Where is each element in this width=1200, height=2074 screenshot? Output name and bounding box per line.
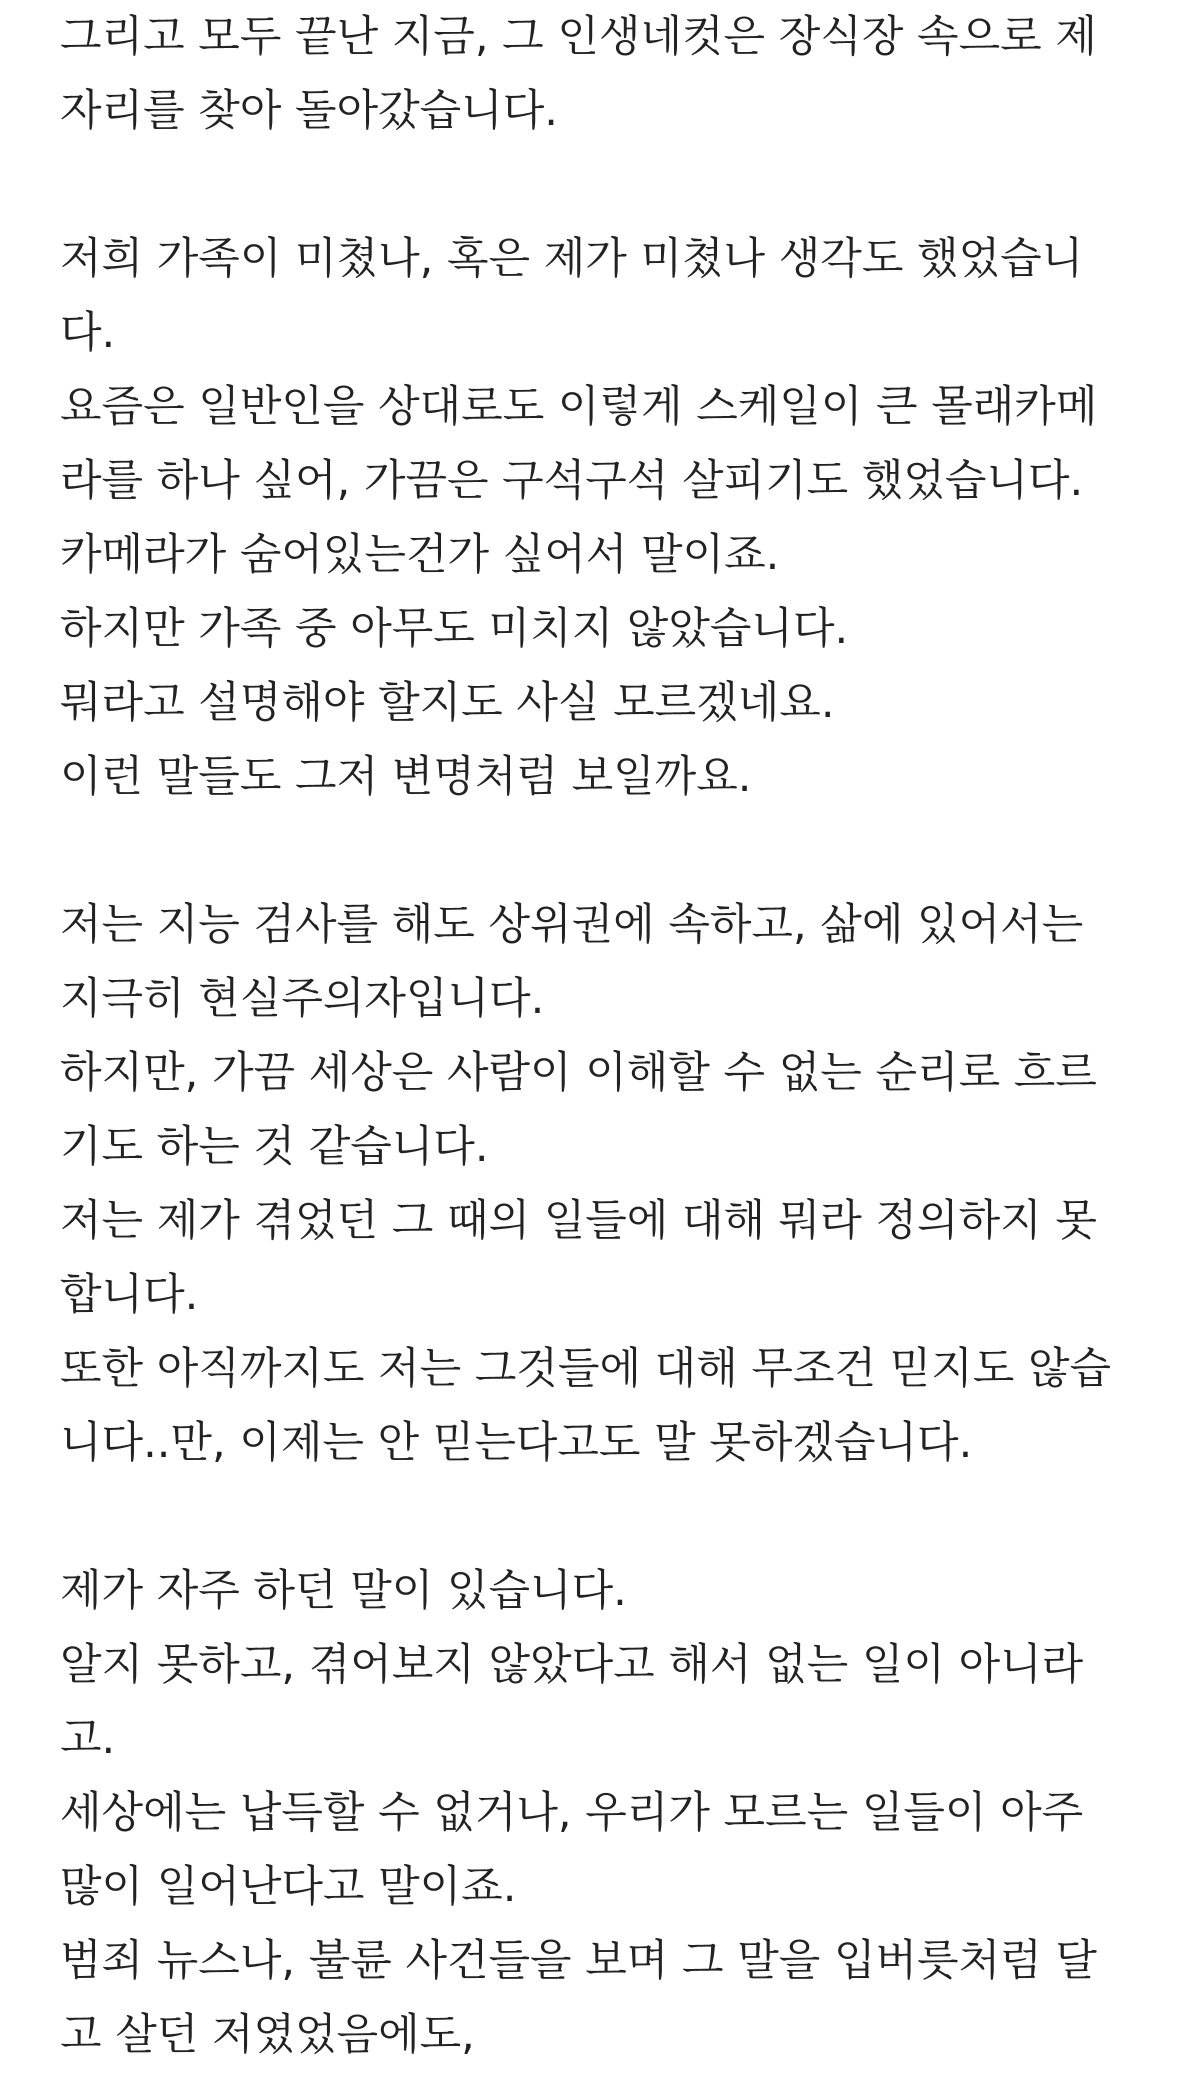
text-line: 지극히 현실주의자입니다. [60, 974, 545, 1024]
text-line: 라를 하나 싶어, 가끔은 구석구석 살피기도 했었습니다. [60, 456, 1084, 506]
text-line: 하지만, 가끔 세상은 사람이 이해할 수 없는 순리로 흐르 [60, 1048, 1097, 1098]
text-line: 요즘은 일반인을 상대로도 이렇게 스케일이 큰 몰래카메 [60, 382, 1098, 432]
text-line: 이런 말들도 그저 변명처럼 보일까요. [60, 752, 752, 802]
blank-line [60, 148, 1160, 222]
text-line: 자리를 찾아 돌아갔습니다. [60, 86, 558, 136]
text-line: 저는 지능 검사를 해도 상위권에 속하고, 삶에 있어서는 [60, 900, 1084, 950]
text-line: 제가 자주 하던 말이 있습니다. [60, 1566, 627, 1616]
text-line: 또한 아직까지도 저는 그것들에 대해 무조건 믿지도 않습 [60, 1344, 1112, 1394]
text-line: 카메라가 숨어있는건가 싶어서 말이죠. [60, 530, 780, 580]
text-line: 범죄 뉴스나, 불륜 사건들을 보며 그 말을 입버릇처럼 달 [60, 1936, 1097, 1986]
text-line: 다. [60, 308, 116, 358]
blank-line [60, 814, 1160, 888]
article-body [60, 0, 1160, 2072]
text-line: 알지 못하고, 겪어보지 않았다고 해서 없는 일이 아니라 [60, 1640, 1084, 1690]
text-line: 그리고 모두 끝난 지금, 그 인생네컷은 장식장 속으로 제 [60, 12, 1097, 62]
text-line: 많이 일어난다고 말이죠. [60, 1862, 517, 1912]
text-line: 세상에는 납득할 수 없거나, 우리가 모르는 일들이 아주 [60, 1788, 1084, 1838]
text-line: 하지만 가족 중 아무도 미치지 않았습니다. [60, 604, 849, 654]
text-line: 저는 제가 겪었던 그 때의 일들에 대해 뭐라 정의하지 못 [60, 1196, 1097, 1246]
blank-line [60, 1480, 1160, 1554]
text-line: 뭐라고 설명해야 할지도 사실 모르겠네요. [60, 678, 835, 728]
text-line: 고. [60, 1714, 116, 1764]
text-line: 저희 가족이 미쳤나, 혹은 제가 미쳤나 생각도 했었습니 [60, 234, 1084, 284]
text-line: 니다..만, 이제는 안 믿는다고도 말 못하겠습니다. [60, 1418, 973, 1468]
text-line: 합니다. [60, 1270, 199, 1320]
text-line: 기도 하는 것 같습니다. [60, 1122, 489, 1172]
text-line: 고 살던 저였었음에도, [60, 2010, 475, 2060]
